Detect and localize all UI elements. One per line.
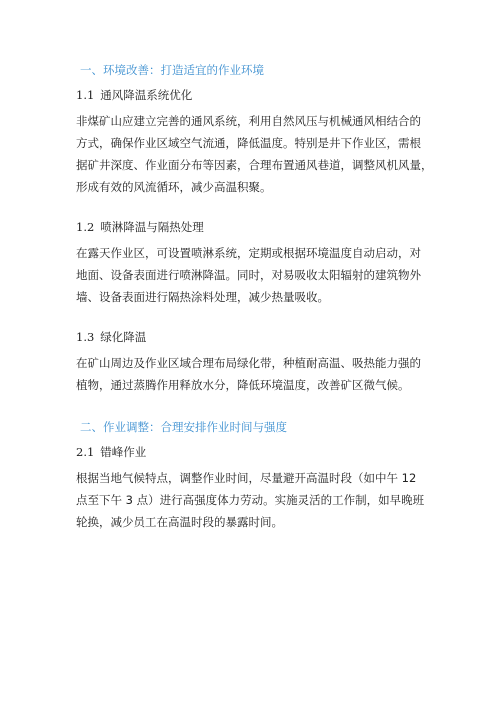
paragraph-line: 据矿井深度、作业面分布等因素，合理布置通风巷道，调整风机风量， [76, 158, 433, 172]
paragraph [76, 352, 426, 396]
subsection-heading-text: 绿化降温 [100, 330, 147, 344]
paragraph [76, 467, 426, 533]
paragraph [76, 110, 433, 198]
subsection-heading-text: 喷淋降温与隔热处理 [100, 220, 204, 234]
paragraph-line: 地面、设备表面进行喷淋降温。同时，对易吸收太阳辐射的建筑物外 [76, 268, 421, 282]
section-title: 二、作业调整：合理安排作业时间与强度 [80, 420, 287, 434]
subsection-heading [76, 444, 426, 460]
subsection-number: 1.1 [76, 88, 95, 102]
paragraph-line: 点至下午 3 点）进行高强度体力劳动。实施灵活的工作制，如早晚班 [76, 493, 425, 507]
paragraph [76, 242, 426, 308]
subsection-1-3 [76, 329, 426, 396]
subsection-number: 2.1 [76, 445, 95, 459]
paragraph-line: 轮换，减少员工在高温时段的暴露时间。 [76, 515, 283, 529]
subsection-number: 1.2 [76, 220, 95, 234]
section-2 [76, 419, 426, 533]
subsection-heading [76, 87, 426, 103]
subsection-2-1 [76, 444, 426, 533]
paragraph-line: 根据当地气候特点，调整作业时间，尽量避开高温时段（如中午 12 [76, 471, 417, 485]
paragraph-line: 植物，通过蒸腾作用释放水分，降低环境温度，改善矿区微气候。 [76, 378, 410, 392]
paragraph-line: 在露天作业区，可设置喷淋系统，定期或根据环境温度自动启动，对 [76, 246, 421, 260]
section-title: 一、环境改善：打造适宜的作业环境 [80, 63, 264, 77]
subsection-heading-text: 错峰作业 [100, 445, 147, 459]
subsection-1-2 [76, 219, 426, 308]
paragraph-line: 非煤矿山应建立完善的通风系统，利用自然风压与机械通风相结合的 [76, 114, 421, 128]
subsection-number: 1.3 [76, 330, 95, 344]
paragraph-line: 在矿山周边及作业区域合理布局绿化带，种植耐高温、吸热能力强的 [76, 356, 421, 370]
section-1 [76, 62, 433, 396]
paragraph-line: 形成有效的风流循环，减少高温积聚。 [76, 180, 272, 194]
paragraph-line: 方式，确保作业区域空气流通，降低温度。特别是井下作业区，需根 [76, 136, 421, 150]
paragraph-line: 墙、设备表面进行隔热涂料处理，减少热量吸收。 [76, 290, 329, 304]
subsection-heading [76, 329, 426, 345]
subsection-1-1 [76, 87, 433, 198]
subsection-heading-text: 通风降温系统优化 [100, 88, 193, 102]
subsection-heading [76, 219, 426, 235]
